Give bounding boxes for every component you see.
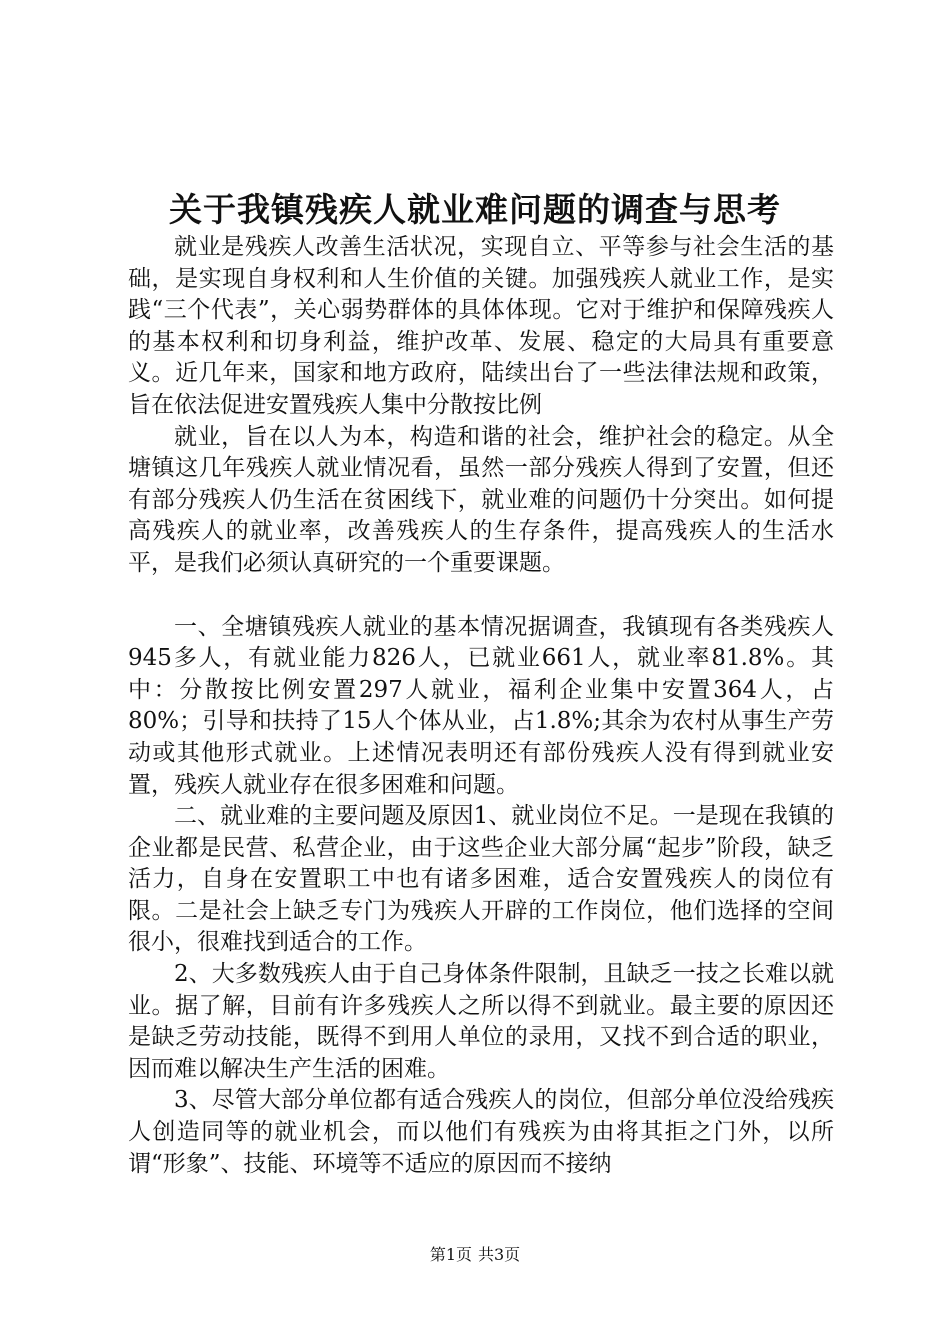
page-total: 共3页 bbox=[478, 1245, 521, 1264]
paragraph-point-two: 2、大多数残疾人由于自己身体条件限制，且缺乏一技之长难以就业。据了解，目前有许多残疾人之所以得不到就业。最主要的原因还是缺乏劳动技能，既得不到用人单位的录用，又找不到合适的职业，因而难以解决生产生活的困难。 bbox=[128, 961, 834, 1082]
paragraph-continuation: 就业，旨在以人为本，构造和谐的社会，维护社会的稳定。从全塘镇这几年残疾人就业情况看，虽然一部分残疾人得到了安置，但还有部分残疾人仍生活在贫困线下，就业难的问题仍十分突出。如何提高残疾人的就业率，改善残疾人的生存条件，提高残疾人的生活水平，是我们必须认真研究的一个重要课题。 bbox=[128, 423, 834, 576]
document-title: 关于我镇残疾人就业难问题的调查与思考 bbox=[169, 190, 781, 229]
page-footer bbox=[0, 1244, 950, 1266]
paragraph-point-three: 3、尽管大部分单位都有适合残疾人的岗位，但部分单位没给残疾人创造同等的就业机会，而以他们有残疾为由将其拒之门外，以所谓“形象”、技能、环境等不适应的原因而不接纳 bbox=[128, 1087, 834, 1177]
page-number: 第1页 bbox=[429, 1245, 472, 1264]
paragraph-section-one: 一、全塘镇残疾人就业的基本情况据调查，我镇现有各类残疾人945多人，有就业能力826人，已就业661人，就业率81.8%。其中：分散按比例安置297人就业，福利企业集中安置364人，占80%；引导和扶持了15人个体从业，占1.8%;其余为农村从事生产劳动或其他形式就业。上述情况表明还有部份残疾人没有得到就业安置，残疾人就业存在很多困难和问题。 bbox=[128, 613, 834, 798]
paragraph-intro: 就业是残疾人改善生活状况，实现自立、平等参与社会生活的基础，是实现自身权利和人生价值的关键。加强残疾人就业工作，是实践“三个代表”，关心弱势群体的具体体现。它对于维护和保障残疾人的基本权利和切身利益，维护改革、发展、稳定的大局具有重要意义。近几年来，国家和地方政府，陆续出台了一些法律法规和政策，旨在依法促进安置残疾人集中分散按比例 bbox=[128, 234, 834, 418]
paragraph-section-two: 二、就业难的主要问题及原因1、就业岗位不足。一是现在我镇的企业都是民营、私营企业，由于这些企业大部分属“起步”阶段，缺乏活力，自身在安置职工中也有诸多困难，适合安置残疾人的岗位有限。二是社会上缺乏专门为残疾人开辟的工作岗位，他们选择的空间很小，很难找到适合的工作。 bbox=[128, 803, 834, 956]
document-body bbox=[128, 232, 834, 1180]
